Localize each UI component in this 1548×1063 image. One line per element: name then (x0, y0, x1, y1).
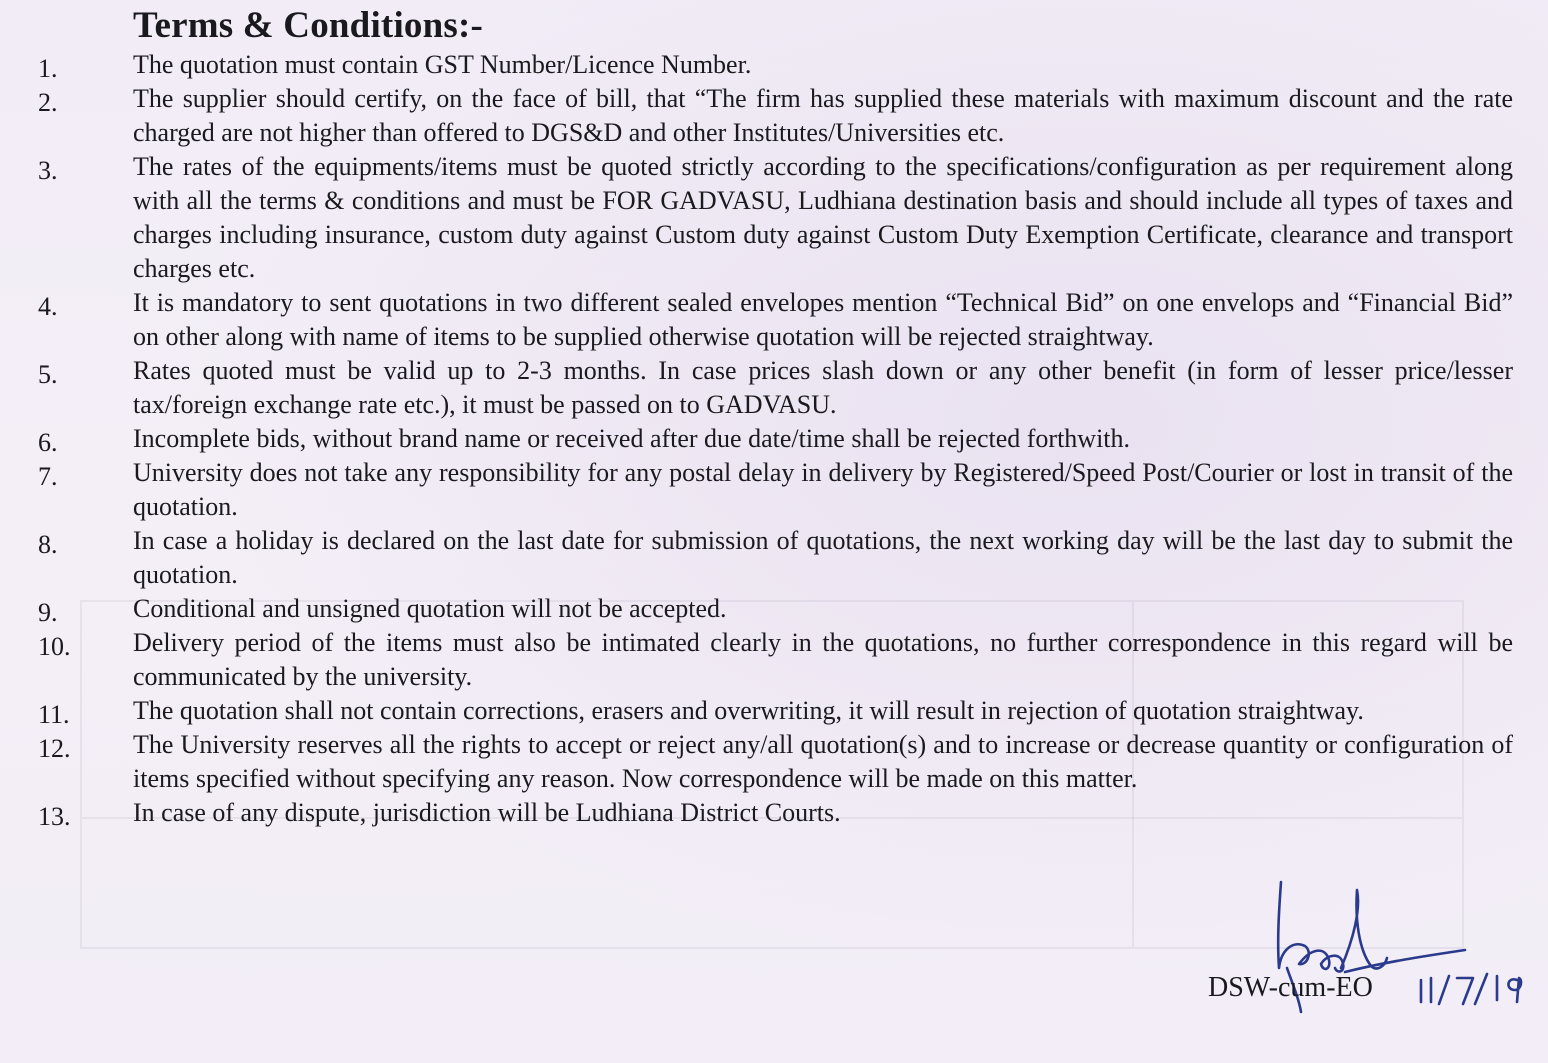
term-number: 1. (38, 54, 58, 83)
term-text: It is mandatory to sent quotations in two different sealed envelopes mention “Technical Bid” on one envelops and “Financial Bid” on other along with name of items to be supplied otherwise quotation will be rejected straightway. (133, 288, 1513, 351)
term-text: The University reserves all the rights to accept or reject any/all quotation(s) and to increase or decrease quantity or configuration of items specified without specifying any reason. Now correspondence will be made on this matter. (133, 730, 1513, 793)
terms-list (0, 48, 1548, 830)
term-number: 9. (38, 598, 58, 627)
term-item (0, 694, 1548, 728)
term-item (0, 48, 1548, 82)
term-number: 12. (38, 734, 71, 763)
term-item (0, 354, 1548, 422)
term-text: In case of any dispute, jurisdiction will be Ludhiana District Courts. (133, 798, 841, 827)
terms-heading: Terms & Conditions:- (133, 5, 484, 46)
term-text: The supplier should certify, on the face of bill, that “The firm has supplied these materials with maximum discount and the rate charged are not higher than offered to DGS&D and other Institutes/Universities etc. (133, 84, 1513, 147)
term-item (0, 728, 1548, 796)
term-item (0, 524, 1548, 592)
term-item (0, 82, 1548, 150)
term-text: Incomplete bids, without brand name or received after due date/time shall be rejected forthwith. (133, 424, 1131, 453)
term-number: 6. (38, 428, 58, 457)
term-text: In case a holiday is declared on the last date for submission of quotations, the next working day will be the last day to submit the quotation. (133, 526, 1513, 589)
signatory-designation: DSW-cum-EO (1208, 972, 1373, 1003)
term-item (0, 286, 1548, 354)
term-number: 7. (38, 462, 58, 491)
term-text: The rates of the equipments/items must be quoted strictly according to the specifications/configuration as per requirement along with all the terms & conditions and must be FOR GADVASU, Ludhiana destination basis and should include all types of taxes and charges including insurance, custom duty against Custom duty against Custom Duty Exemption Certificate, clearance and transport charges etc. (133, 152, 1513, 283)
term-number: 10. (38, 632, 71, 661)
term-text: University does not take any responsibility for any postal delay in delivery by Registered/Speed Post/Courier or lost in transit of the quotation. (133, 458, 1513, 521)
term-item (0, 592, 1548, 626)
term-item (0, 796, 1548, 830)
term-text: Delivery period of the items must also be intimated clearly in the quotations, no further correspondence in this regard will be communicated by the university. (133, 628, 1513, 691)
term-number: 2. (38, 88, 58, 117)
term-item (0, 150, 1548, 286)
term-number: 13. (38, 802, 71, 831)
term-number: 5. (38, 360, 58, 389)
term-text: The quotation shall not contain corrections, erasers and overwriting, it will result in rejection of quotation straightway. (133, 696, 1364, 725)
term-number: 11. (38, 700, 70, 729)
term-text: Rates quoted must be valid up to 2-3 months. In case prices slash down or any other benefit (in form of lesser price/lesser tax/foreign exchange rate etc.), it must be passed on to GADVASU. (133, 356, 1513, 419)
term-item (0, 456, 1548, 524)
signature-block (1195, 880, 1540, 1030)
term-text: Conditional and unsigned quotation will not be accepted. (133, 594, 727, 623)
term-item (0, 422, 1548, 456)
term-number: 4. (38, 292, 58, 321)
handwritten-signature-icon (1195, 880, 1540, 1030)
term-number: 3. (38, 156, 58, 185)
term-text: The quotation must contain GST Number/Licence Number. (133, 50, 752, 79)
term-item (0, 626, 1548, 694)
term-number: 8. (38, 530, 58, 559)
